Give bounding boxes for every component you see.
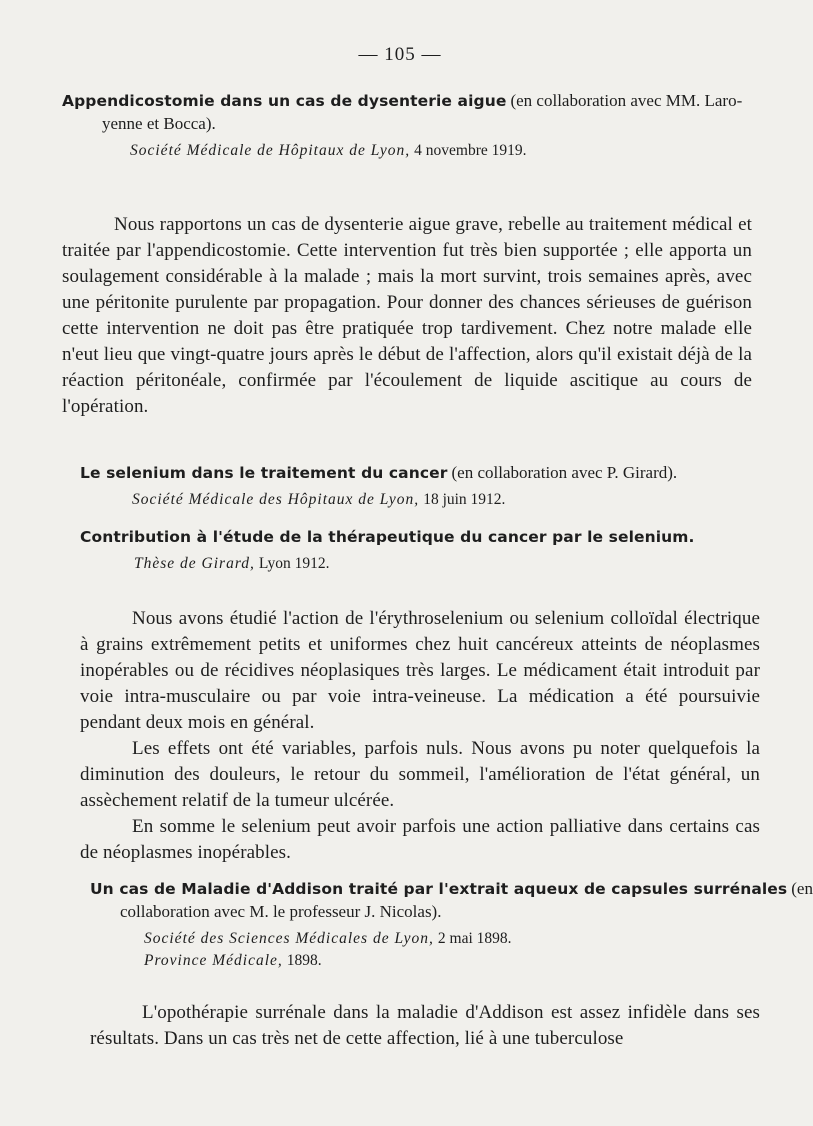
- entry-title: Appendicostomie dans un cas de dysenterie aigue: [62, 92, 507, 110]
- entry-addison: [90, 878, 813, 972]
- entry-collaboration-cont: collaboration avec M. le professeur J. Nicolas).: [120, 902, 442, 921]
- entry-contribution-selenium: [80, 526, 760, 575]
- reference-journal: Société Médicale de Hôpitaux de Lyon,: [130, 142, 411, 159]
- entry-selenium-traitement: [80, 462, 760, 511]
- page-number: — 105 —: [358, 44, 442, 65]
- entry-collaboration-cont: yenne et Bocca).: [102, 114, 216, 133]
- reference-date: 2 mai 1898.: [437, 930, 512, 947]
- entry-addison-body: [90, 1000, 760, 1052]
- paragraph: L'opothérapie surrénale dans la maladie d'Addison est assez infidèle dans ses résultats. Dans un cas très net de cette affection, lié à une tuberculose: [90, 1002, 760, 1049]
- reference-journal: Province Médicale,: [144, 952, 283, 969]
- paragraph: Nous avons étudié l'action de l'érythroselenium ou selenium colloïdal électrique à grains extrêmement petits et uniformes chez huit cancéreux atteints de néoplasmes inopérables ou de récidives néoplasiques très larges. Le médicament était introduit par voie intra-musculaire ou par voie intra-veineuse. La médication a été poursuivie pendant deux mois en général.: [80, 608, 760, 733]
- reference-journal: Société Médicale des Hôpitaux de Lyon,: [132, 491, 420, 508]
- paragraph: En somme le selenium peut avoir parfois une action palliative dans certains cas de néoplasmes inopérables.: [80, 816, 760, 863]
- entry-title: Le selenium dans le traitement du cancer: [80, 464, 448, 482]
- entry-appendicostomie-body: [62, 212, 752, 420]
- entry-collaboration: (en collaboration avec MM. Laro-: [510, 91, 743, 110]
- entry-title: Contribution à l'étude de la thérapeutique du cancer par le selenium.: [80, 528, 695, 546]
- reference-date: 1898.: [286, 952, 322, 969]
- reference-journal: Thèse de Girard,: [134, 555, 255, 572]
- reference-date: 4 novembre 1919.: [414, 142, 527, 159]
- reference-date: Lyon 1912.: [258, 555, 330, 572]
- entry-contribution-body: [80, 606, 760, 866]
- entry-collaboration: (en collaboration avec P. Girard).: [451, 463, 678, 482]
- paragraph: Les effets ont été variables, parfois nuls. Nous avons pu noter quelquefois la diminution des douleurs, le retour du sommeil, l'amélioration de l'état général, un assèchement relatif de la tumeur ulcérée.: [80, 738, 760, 811]
- reference-date: 18 juin 1912.: [423, 491, 506, 508]
- entry-appendicostomie: [62, 90, 752, 162]
- reference-journal: Société des Sciences Médicales de Lyon,: [144, 930, 434, 947]
- entry-title: Un cas de Maladie d'Addison traité par l'extrait aqueux de capsules surrénales: [90, 880, 788, 898]
- entry-collaboration: (en: [791, 879, 813, 898]
- paragraph: Nous rapportons un cas de dysenterie aigue grave, rebelle au traitement médical et traitée par l'appendicostomie. Cette intervention fut très bien supportée ; elle apporta un soulagement considérable à la malade ; mais la mort survint, trois semaines après, avec une péritonite purulente par propagation. Pour donner des chances sérieuses de guérison cette intervention ne doit pas être pratiquée trop tardivement. Chez notre malade elle n'eut lieu que vingt-quatre jours après le début de l'affection, alors qu'il existait déjà de la réaction péritonéale, confirmée par l'écoulement de liquide ascitique au cours de l'opération.: [62, 214, 752, 417]
